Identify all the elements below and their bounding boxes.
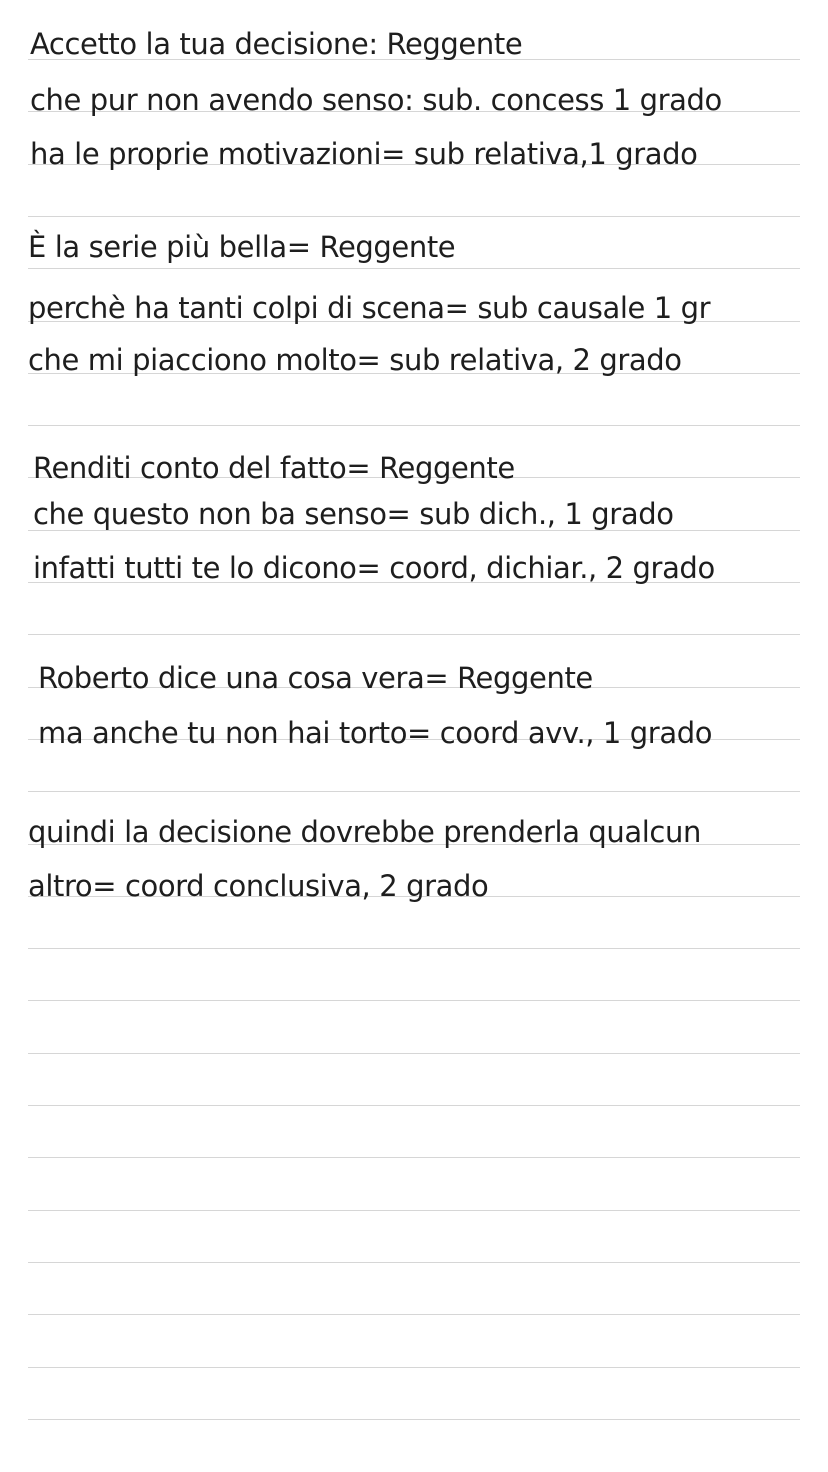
text-line-5: È la serie più bella= Reggente — [28, 230, 456, 264]
ruled-line — [28, 1262, 800, 1263]
text-line-10: che questo non ba senso= sub dich., 1 grado — [33, 497, 674, 531]
text-line-17: altro= coord conclusiva, 2 grado — [28, 869, 489, 903]
text-line-2: che pur non avendo senso: sub. concess 1 grado — [30, 83, 722, 117]
ruled-line — [28, 268, 800, 269]
ruled-line — [28, 216, 800, 217]
text-line-9: Renditi conto del fatto= Reggente — [33, 451, 515, 485]
ruled-line — [28, 1000, 800, 1001]
text-line-13: Roberto dice una cosa vera= Reggente — [38, 661, 593, 695]
text-line-6: perchè ha tanti colpi di scena= sub causale 1 gr — [28, 291, 711, 325]
ruled-line — [28, 634, 800, 635]
ruled-line — [28, 1419, 800, 1420]
text-line-1: Accetto la tua decisione: Reggente — [30, 27, 523, 61]
text-line-7: che mi piacciono molto= sub relativa, 2 grado — [28, 343, 682, 377]
ruled-line — [28, 1367, 800, 1368]
ruled-line — [28, 1105, 800, 1106]
ruled-line — [28, 791, 800, 792]
text-line-11: infatti tutti te lo dicono= coord, dichiar., 2 grado — [33, 551, 715, 585]
text-line-14: ma anche tu non hai torto= coord avv., 1 grado — [38, 716, 713, 750]
ruled-line — [28, 425, 800, 426]
ruled-line — [28, 1157, 800, 1158]
text-line-16: quindi la decisione dovrebbe prenderla qualcun — [28, 815, 701, 849]
ruled-line — [28, 948, 800, 949]
ruled-line — [28, 1210, 800, 1211]
ruled-line — [28, 1314, 800, 1315]
ruled-line — [28, 1053, 800, 1054]
text-line-3: ha le proprie motivazioni= sub relativa,1 grado — [30, 137, 698, 171]
